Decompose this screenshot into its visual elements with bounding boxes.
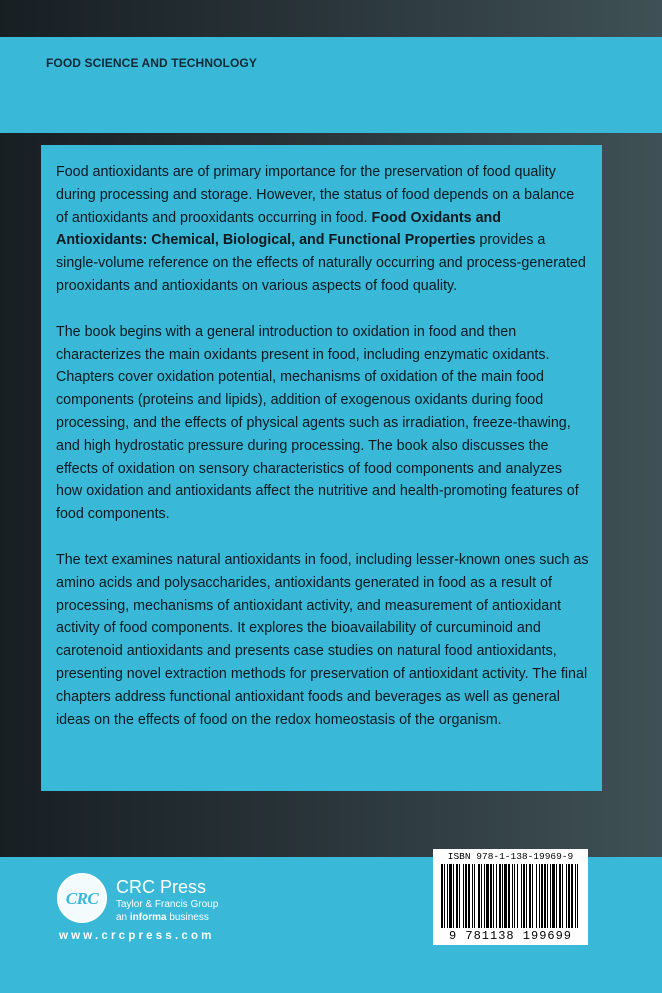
barcode-bar (523, 864, 525, 928)
publisher-group: Taylor & Francis Group (116, 899, 219, 910)
barcode-bar (441, 864, 443, 928)
barcode-box (433, 849, 588, 945)
barcode-bar (566, 864, 567, 928)
series-label: FOOD SCIENCE AND TECHNOLOGY (46, 56, 257, 70)
barcode-bar (508, 864, 510, 928)
barcode-bar (484, 864, 485, 928)
crc-logo (57, 873, 107, 923)
barcode-bar (447, 864, 448, 928)
barcode-bar (463, 864, 464, 928)
barcode-bar (499, 864, 501, 928)
barcode-bar (459, 864, 460, 928)
barcode-bar (577, 864, 578, 928)
barcode-bar (529, 864, 531, 928)
barcode-bar (486, 864, 489, 928)
description-intro: Food antioxidants are of primary importance for the preservation of food quality during processing and storage. However, the status of food depends on a balance of antioxidants and prooxidants occurring in food. (56, 164, 575, 226)
barcode-bar (568, 864, 570, 928)
description-paragraph-2: The book begins with a general introduction to oxidation in food and then characterizes the main oxidants present in food, including enzymatic oxidants. Chapters cover oxidation potential, mechanisms of oxidation of the main food components (proteins and lipids), addition of exogenous oxidants during food processing, and the effects of physical agents such as irradiation, freeze-thawing, and high hydrostatic pressure during processing. The book also discusses the effects of oxidation on sensory characteristics of food components and analyzes how oxidation and antioxidants affect the nutritive and health-promoting features of food components. (56, 323, 579, 523)
publisher-url: www.crcpress.com (59, 930, 215, 942)
barcode-bar (490, 864, 492, 928)
barcode-bar (453, 864, 454, 928)
barcode-bar (456, 864, 458, 928)
description-panel (41, 145, 602, 791)
barcode-bar (449, 864, 452, 928)
barcode-bar (544, 864, 546, 928)
barcode-bar (465, 864, 467, 928)
barcode-bar (493, 864, 494, 928)
barcode-digits: 9 781138 199699 (448, 929, 573, 943)
barcode-bar (472, 864, 473, 928)
barcode-bar (575, 864, 576, 928)
publisher-business-line (116, 912, 209, 923)
business-suffix: business (166, 912, 209, 923)
barcode-bar (481, 864, 482, 928)
description-intro-rest: provides a single-volume reference on the effects of naturally occurring and process-generated prooxidants and antioxidants on various aspects of food quality. (56, 232, 586, 294)
informa-brand: informa (129, 912, 167, 923)
barcode-bar (502, 864, 503, 928)
description-paragraph-1 (56, 161, 590, 298)
barcode-bar (562, 864, 563, 928)
barcode-bar (478, 864, 480, 928)
barcode-bars (439, 864, 582, 930)
barcode-bar (547, 864, 548, 928)
barcode-bar (550, 864, 551, 928)
description-paragraph-3: The text examines natural antioxidants in food, including lesser-known ones such as amino acids and polysaccharides, antioxidants generated in food as a result of processing, mechanisms of antioxidant activity, and measurement of antioxidant activity of food components. It explores the bioavailability of curcuminoid and carotenoid antioxidants and presents case studies on natural food antioxidants, presenting novel extraction methods for preservation of antioxidant activity. The final chapters address functional antioxidant foods and beverages as well as general ideas on the effects of food on the redox homeostasis of the organism. (56, 551, 589, 728)
business-prefix: an (116, 912, 130, 923)
barcode-bar (536, 864, 537, 928)
barcode-bar (496, 864, 497, 928)
barcode-bar (571, 864, 573, 928)
barcode-bar (532, 864, 533, 928)
barcode-bar (468, 864, 470, 928)
barcode-bar (526, 864, 527, 928)
barcode-bar (444, 864, 445, 928)
barcode-bar (504, 864, 507, 928)
barcode-bar (559, 864, 561, 928)
top-banner (0, 37, 662, 133)
barcode-bar (474, 864, 475, 928)
book-title: Food Oxidants and Antioxidants: Chemical, Biological, and Functional Properties (56, 209, 502, 249)
barcode-bar (541, 864, 543, 928)
barcode-bar (514, 864, 515, 928)
barcode-bar (539, 864, 540, 928)
barcode-bar (517, 864, 518, 928)
isbn-label: ISBN 978-1-138-19969-9 (447, 851, 574, 862)
barcode-bar (521, 864, 522, 928)
barcode-bar (552, 864, 555, 928)
publisher-name: CRC Press (116, 877, 207, 897)
barcode-bar (556, 864, 557, 928)
barcode-bar (512, 864, 513, 928)
crc-logo-text: CRC (65, 889, 99, 908)
